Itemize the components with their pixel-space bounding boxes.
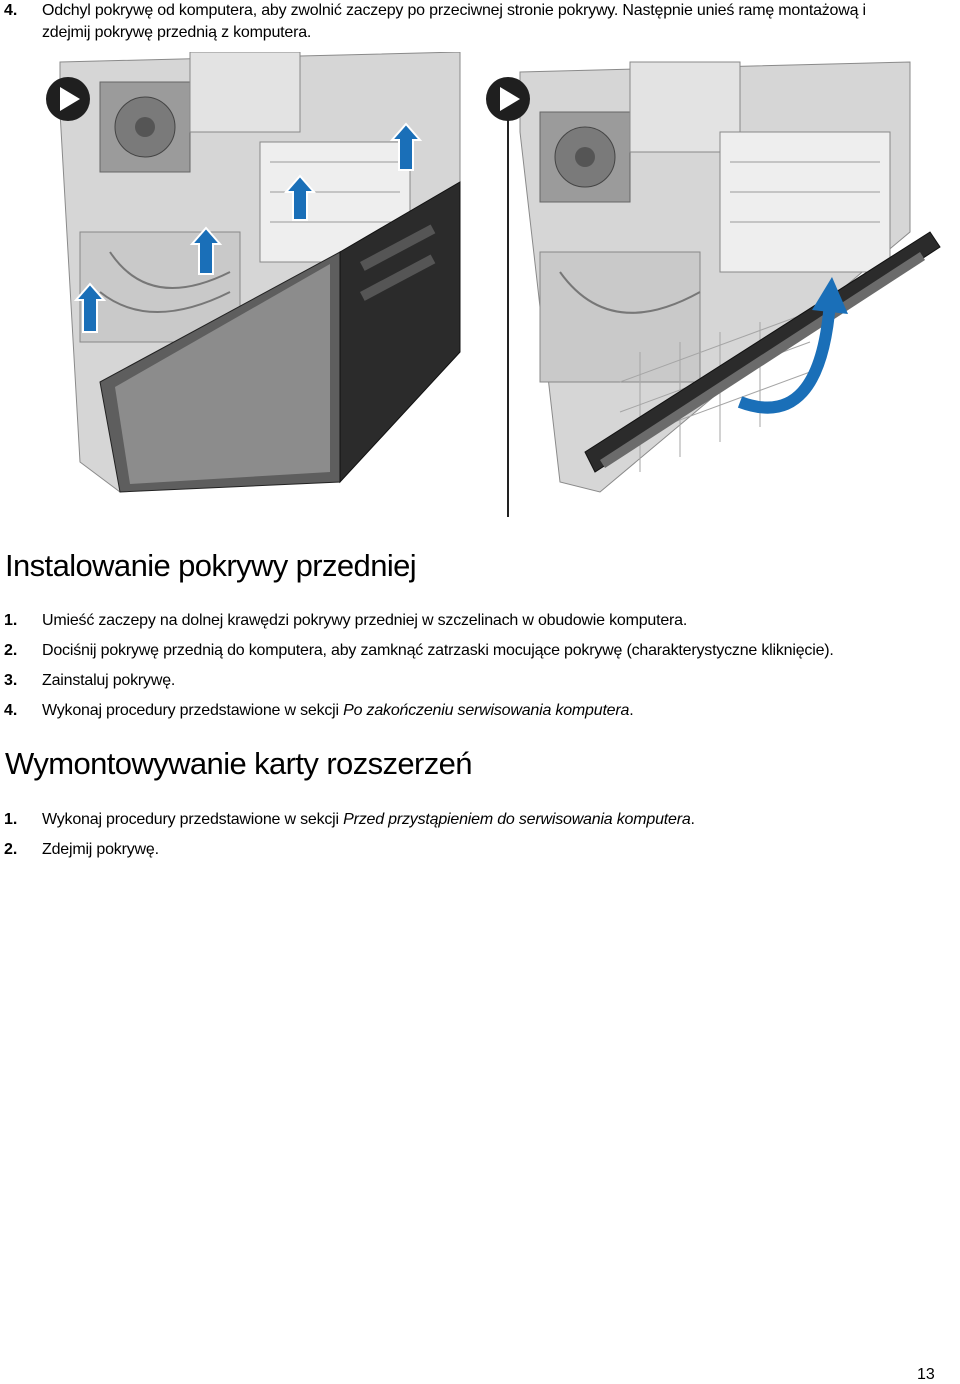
step-text-before: Wykonaj procedury przedstawione w sekcji (42, 702, 344, 719)
step-number: 1. (4, 811, 18, 828)
step-number: 3. (4, 672, 18, 689)
bezel-removal-illustration (40, 52, 960, 522)
step-text: Umieść zaczepy na dolnej krawędzi pokrywy przedniej w szczelinach w obudowie komputera. (42, 612, 688, 629)
list-item (0, 809, 940, 831)
step-text-reference: Po zakończeniu serwisowania komputera (343, 702, 630, 719)
list-item (0, 839, 940, 861)
step-text: Dociśnij pokrywę przednią do komputera, aby zamknąć zatrzaski mocujące pokrywę (charakterystyczne kliknięcie). (42, 642, 834, 659)
step-text-line2: zdejmij pokrywę przednią z komputera. (42, 24, 312, 41)
page-number: 13 (917, 1366, 935, 1383)
step-text-line1: Odchyl pokrywę od komputera, aby zwolnić zaczepy po przeciwnej stronie pokrywy. Następnie unieś ramę montażową i (42, 2, 866, 19)
step-text (42, 809, 940, 831)
right-panel-illustration (486, 62, 940, 492)
step-text-after: . (629, 702, 634, 719)
list-item (0, 610, 940, 632)
left-panel-illustration (46, 52, 460, 492)
list-item (0, 640, 940, 662)
step-number: 4. (4, 2, 18, 19)
step-text-before: Wykonaj procedury przedstawione w sekcji (42, 811, 344, 828)
step-text (42, 700, 940, 722)
step-number: 2. (4, 642, 18, 659)
step-number: 4. (4, 702, 18, 719)
step-4-intro (0, 0, 940, 44)
step-text-reference: Przed przystąpieniem do serwisowania komputera (343, 811, 691, 828)
list-item (0, 670, 940, 692)
list-item (0, 700, 940, 722)
step-text-after: . (690, 811, 695, 828)
step-text: Zainstaluj pokrywę. (42, 672, 176, 689)
section-title-remove-expansion-card: Wymontowywanie karty rozszerzeń (5, 746, 472, 781)
section-title-install-front-bezel: Instalowanie pokrywy przedniej (5, 548, 417, 583)
step-number: 1. (4, 612, 18, 629)
step-text: Zdejmij pokrywę. (42, 841, 159, 858)
step-number: 2. (4, 841, 18, 858)
